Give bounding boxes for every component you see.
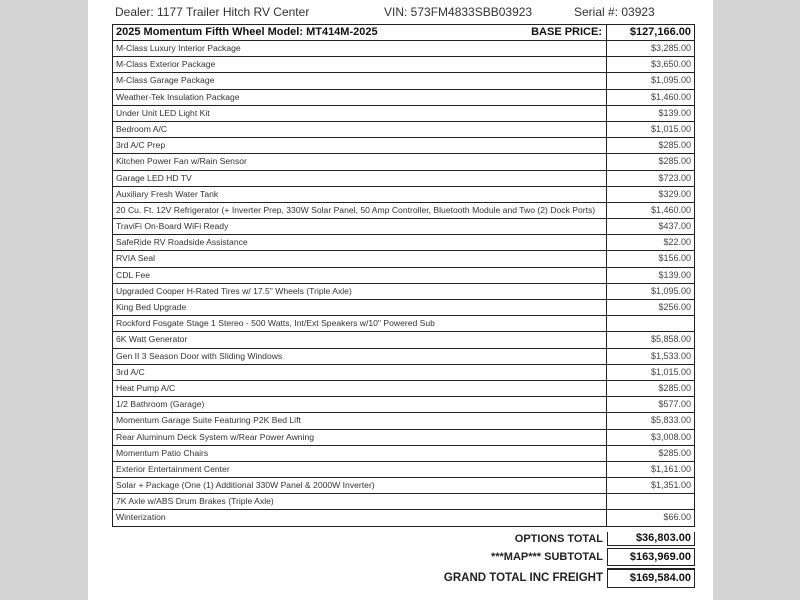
option-name: M-Class Luxury Interior Package bbox=[112, 41, 607, 57]
option-name: Solar + Package (One (1) Additional 330W Panel & 2000W Inverter) bbox=[112, 478, 607, 494]
grand-total-label: GRAND TOTAL INC FREIGHT bbox=[443, 572, 603, 584]
base-price-value: $127,166.00 bbox=[607, 24, 695, 41]
option-row bbox=[112, 41, 695, 57]
option-name: 20 Cu. Ft. 12V Refrigerator (+ Inverter Prep, 330W Solar Panel, 50 Amp Controller, Bluetooth Module and Two (2) Dock Ports) bbox=[112, 203, 607, 219]
option-row bbox=[112, 154, 695, 170]
option-price: $285.00 bbox=[607, 446, 695, 462]
option-name: Auxiliary Fresh Water Tank bbox=[112, 187, 607, 203]
options-table bbox=[112, 24, 695, 527]
option-row bbox=[112, 300, 695, 316]
option-name: M-Class Exterior Package bbox=[112, 57, 607, 73]
option-price bbox=[607, 316, 695, 332]
option-row bbox=[112, 430, 695, 446]
option-row bbox=[112, 349, 695, 365]
option-price: $3,650.00 bbox=[607, 57, 695, 73]
option-price: $1,533.00 bbox=[607, 349, 695, 365]
option-name: 1/2 Bathroom (Garage) bbox=[112, 397, 607, 413]
option-price: $1,095.00 bbox=[607, 284, 695, 300]
option-row bbox=[112, 235, 695, 251]
option-row bbox=[112, 138, 695, 154]
option-row bbox=[112, 478, 695, 494]
option-row bbox=[112, 251, 695, 267]
option-row bbox=[112, 57, 695, 73]
option-row bbox=[112, 316, 695, 332]
option-price: $1,460.00 bbox=[607, 203, 695, 219]
option-price: $5,833.00 bbox=[607, 413, 695, 429]
option-name: CDL Fee bbox=[112, 268, 607, 284]
option-name: M-Class Garage Package bbox=[112, 73, 607, 89]
grand-total-value: $169,584.00 bbox=[607, 568, 695, 588]
dealer-name: Dealer: 1177 Trailer Hitch RV Center bbox=[115, 5, 310, 19]
option-row bbox=[112, 446, 695, 462]
option-row bbox=[112, 187, 695, 203]
option-price: $3,285.00 bbox=[607, 41, 695, 57]
model-cell bbox=[112, 24, 607, 41]
option-row bbox=[112, 284, 695, 300]
map-subtotal-row bbox=[112, 548, 695, 566]
option-name: RVIA Seal bbox=[112, 251, 607, 267]
option-row bbox=[112, 219, 695, 235]
option-price: $5,858.00 bbox=[607, 332, 695, 348]
option-name: Upgraded Cooper H-Rated Tires w/ 17.5" Wheels (Triple Axle) bbox=[112, 284, 607, 300]
option-price: $285.00 bbox=[607, 138, 695, 154]
option-price: $156.00 bbox=[607, 251, 695, 267]
option-price: $256.00 bbox=[607, 300, 695, 316]
option-name: Heat Pump A/C bbox=[112, 381, 607, 397]
option-price: $1,015.00 bbox=[607, 365, 695, 381]
option-price: $66.00 bbox=[607, 510, 695, 526]
option-row bbox=[112, 397, 695, 413]
options-total-label: OPTIONS TOTAL bbox=[514, 533, 603, 545]
option-price: $1,460.00 bbox=[607, 90, 695, 106]
option-row bbox=[112, 90, 695, 106]
option-price: $437.00 bbox=[607, 219, 695, 235]
model-header-row bbox=[112, 24, 695, 41]
map-subtotal-value: $163,969.00 bbox=[607, 548, 695, 566]
option-price: $22.00 bbox=[607, 235, 695, 251]
option-name: 3rd A/C bbox=[112, 365, 607, 381]
grand-total-row bbox=[112, 568, 695, 588]
option-price: $1,161.00 bbox=[607, 462, 695, 478]
option-name: Momentum Patio Chairs bbox=[112, 446, 607, 462]
option-price: $1,351.00 bbox=[607, 478, 695, 494]
option-row bbox=[112, 73, 695, 89]
option-price: $285.00 bbox=[607, 381, 695, 397]
option-price: $1,015.00 bbox=[607, 122, 695, 138]
option-name: King Bed Upgrade bbox=[112, 300, 607, 316]
option-row bbox=[112, 106, 695, 122]
map-subtotal-label: ***MAP*** SUBTOTAL bbox=[490, 551, 603, 563]
option-name: TraviFi On-Board WiFi Ready bbox=[112, 219, 607, 235]
options-total-value: $36,803.00 bbox=[607, 532, 695, 546]
option-price: $577.00 bbox=[607, 397, 695, 413]
option-row bbox=[112, 413, 695, 429]
option-price bbox=[607, 494, 695, 510]
option-name: Momentum Garage Suite Featuring P2K Bed Lift bbox=[112, 413, 607, 429]
option-price: $285.00 bbox=[607, 154, 695, 170]
option-name: Rear Aluminum Deck System w/Rear Power Awning bbox=[112, 430, 607, 446]
model-title: 2025 Momentum Fifth Wheel Model: MT414M-2025 bbox=[116, 26, 378, 38]
option-price: $139.00 bbox=[607, 268, 695, 284]
option-name: 7K Axle w/ABS Drum Brakes (Triple Axle) bbox=[112, 494, 607, 510]
window-sticker-page bbox=[88, 0, 713, 600]
options-total-row bbox=[112, 532, 695, 546]
option-row bbox=[112, 365, 695, 381]
option-name: SafeRide RV Roadside Assistance bbox=[112, 235, 607, 251]
option-row bbox=[112, 268, 695, 284]
option-row bbox=[112, 510, 695, 526]
option-row bbox=[112, 494, 695, 510]
option-row bbox=[112, 203, 695, 219]
option-price: $3,008.00 bbox=[607, 430, 695, 446]
option-name: Under Unit LED Light Kit bbox=[112, 106, 607, 122]
option-price: $723.00 bbox=[607, 171, 695, 187]
option-name: Rockford Fosgate Stage 1 Stereo - 500 Watts, Int/Ext Speakers w/10" Powered Sub bbox=[112, 316, 607, 332]
option-row bbox=[112, 171, 695, 187]
option-row bbox=[112, 381, 695, 397]
option-name: Garage LED HD TV bbox=[112, 171, 607, 187]
option-row bbox=[112, 332, 695, 348]
option-name: Bedroom A/C bbox=[112, 122, 607, 138]
option-name: Weather-Tek Insulation Package bbox=[112, 90, 607, 106]
option-row bbox=[112, 462, 695, 478]
option-name: Winterization bbox=[112, 510, 607, 526]
vin-number: VIN: 573FM4833SBB03923 bbox=[384, 5, 533, 19]
option-name: Gen II 3 Season Door with Sliding Windows bbox=[112, 349, 607, 365]
serial-number: Serial #: 03923 bbox=[574, 5, 655, 19]
base-price-label: BASE PRICE: bbox=[531, 26, 602, 38]
option-name: Kitchen Power Fan w/Rain Sensor bbox=[112, 154, 607, 170]
option-name: 3rd A/C Prep bbox=[112, 138, 607, 154]
option-name: 6K Watt Generator bbox=[112, 332, 607, 348]
option-price: $139.00 bbox=[607, 106, 695, 122]
totals-section bbox=[112, 532, 695, 588]
option-price: $1,095.00 bbox=[607, 73, 695, 89]
option-row bbox=[112, 122, 695, 138]
option-name: Exterior Entertainment Center bbox=[112, 462, 607, 478]
option-price: $329.00 bbox=[607, 187, 695, 203]
